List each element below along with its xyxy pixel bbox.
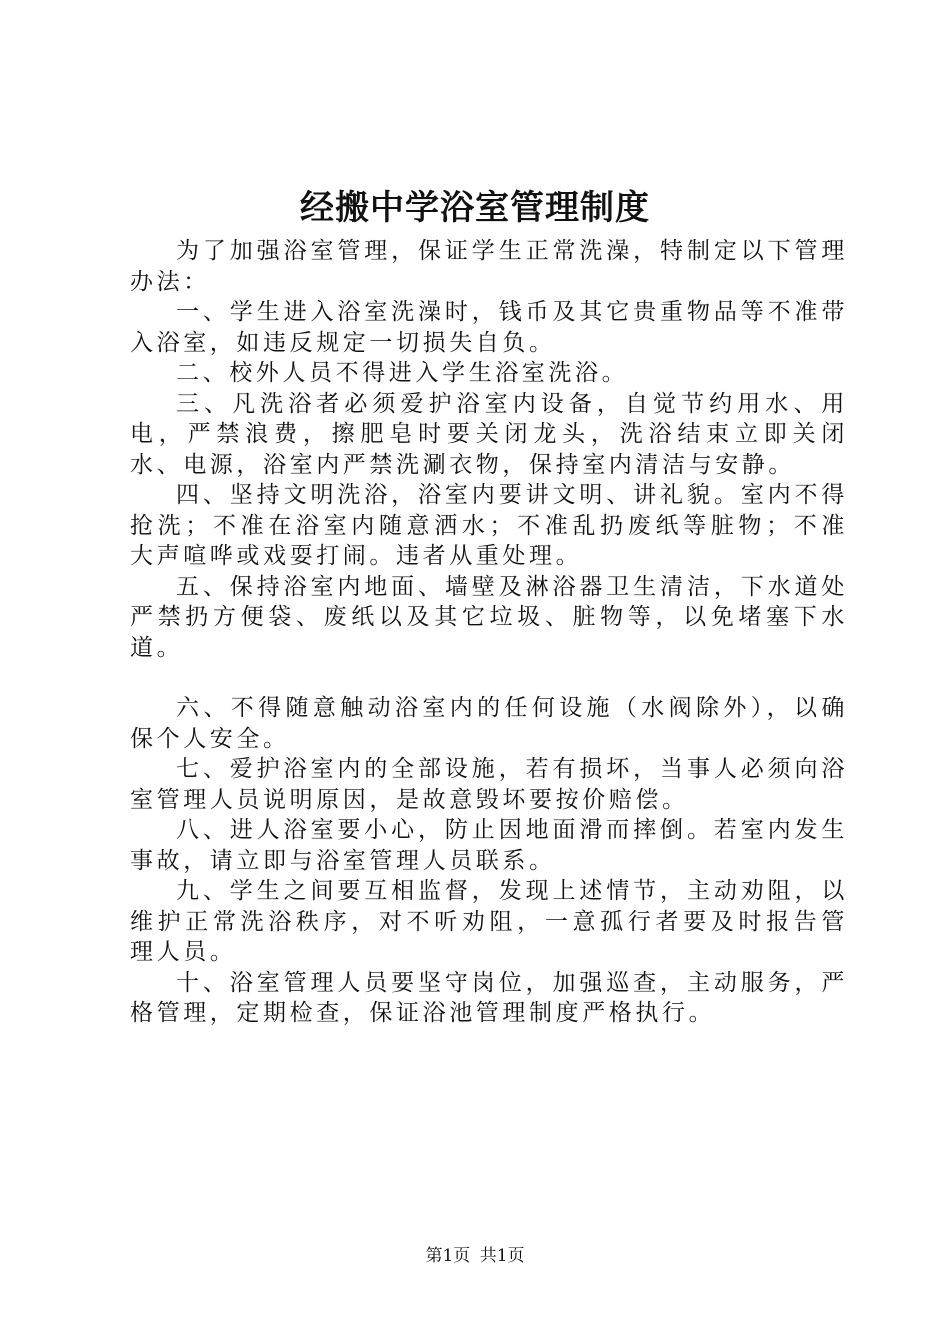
rule-paragraph-8: 八、进人浴室要小心，防止因地面滑而摔倒。若室内发生事故，请立即与浴室管理人员联系。: [130, 817, 848, 874]
rule-paragraph-10: 十、浴室管理人员要坚守岗位，加强巡查，主动服务，严格管理，定期检查，保证浴池管理制度严格执行。: [130, 969, 848, 1026]
page-total: 共1页: [479, 1246, 525, 1266]
rule-paragraph-9: 九、学生之间要互相监督，发现上述情节，主动劝阻，以维护正常洗浴秩序，对不听劝阻，一意孤行者要及时报告管理人员。: [130, 878, 848, 965]
rule-paragraph-1: 一、学生进入浴室洗澡时，钱币及其它贵重物品等不准带入浴室，如违反规定一切损失自负。: [130, 299, 848, 356]
page-footer: [0, 1244, 950, 1268]
page-number: 第1页: [425, 1246, 471, 1266]
document-body: [130, 236, 848, 1029]
rule-paragraph-7: 七、爱护浴室内的全部设施，若有损坏，当事人必须向浴室管理人员说明原因，是故意毁坏要按价赔偿。: [130, 756, 848, 813]
document-title: 经搬中学浴室管理制度: [300, 188, 650, 228]
rule-paragraph-3: 三、凡洗浴者必须爱护浴室内设备，自觉节约用水、用电，严禁浪费，擦肥皂时要关闭龙头，洗浴结束立即关闭水、电源，浴室内严禁洗涮衣物，保持室内清洁与安静。: [130, 390, 848, 478]
rule-paragraph-2: 二、校外人员不得进入学生浴室洗浴。: [176, 360, 629, 386]
intro-paragraph: 为了加强浴室管理，保证学生正常洗澡，特制定以下管理办法：: [130, 238, 848, 295]
rule-paragraph-6: 六、不得随意触动浴室内的任何设施（水阀除外），以确保个人安全。: [130, 695, 848, 752]
rule-paragraph-4: 四、坚持文明洗浴，浴室内要讲文明、讲礼貌。室内不得抢洗；不准在浴室内随意洒水；不准乱扔废纸等脏物；不准大声喧哗或戏耍打闹。违者从重处理。: [130, 482, 848, 569]
rule-paragraph-5: 五、保持浴室内地面、墙壁及淋浴器卫生清洁，下水道处严禁扔方便袋、废纸以及其它垃圾、脏物等，以免堵塞下水道。: [130, 573, 848, 661]
